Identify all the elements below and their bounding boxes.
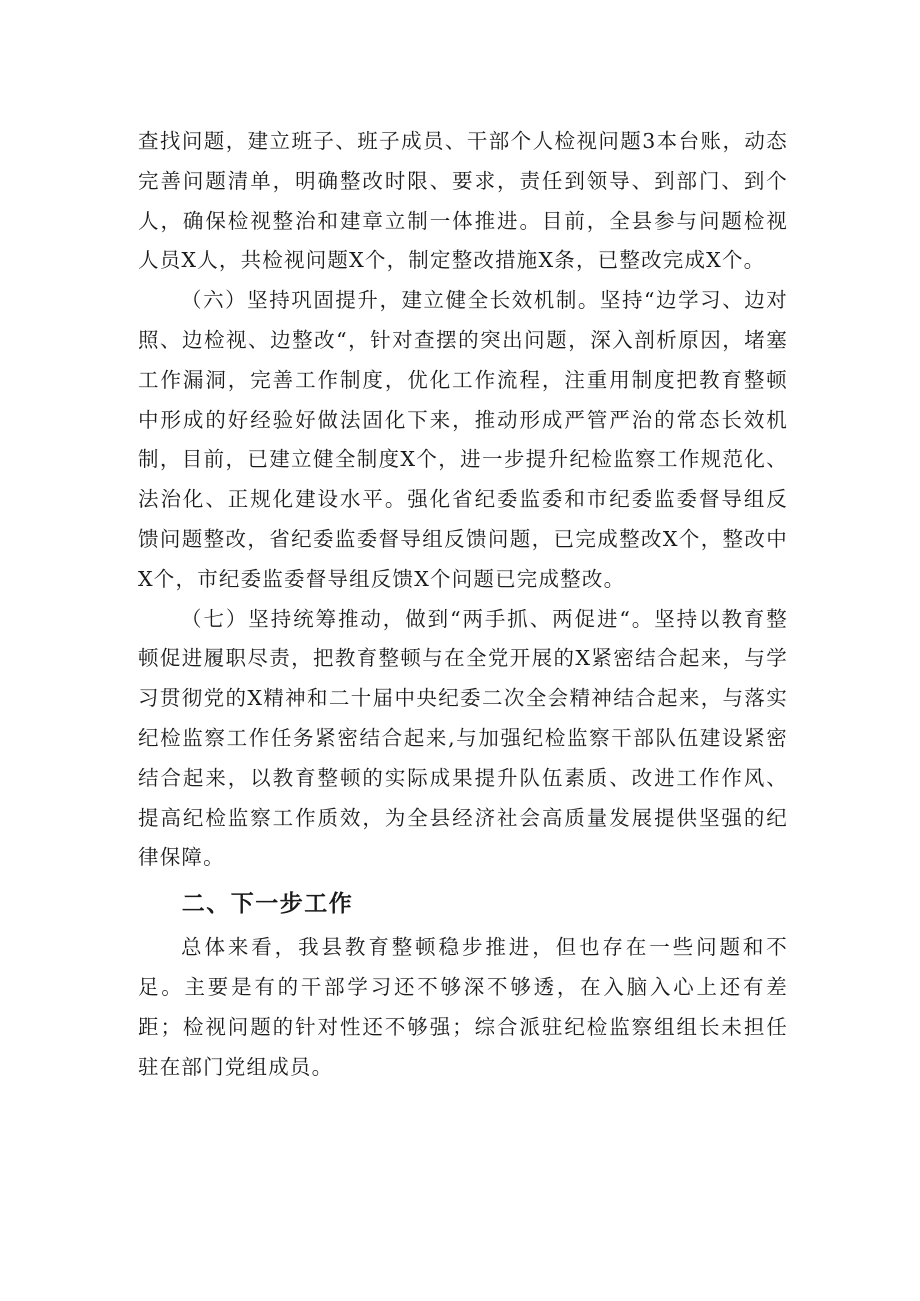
paragraph-section-six: （六）坚持巩固提升，建立健全长效机制。坚持“边学习、边对照、边检视、边整改“，针对查摆的突出问题，深入剖析原因，堵塞工作漏洞，完善工作制度，优化工作流程，注重用制度把教育整顿中形成的好经验好做法固化下来，推动形成严管严治的常态长效机制，目前，已建立健全制度X个，进一步提升纪检监察工作规范化、法治化、正规化建设水平。强化省纪委监委和市纪委监委督导组反馈问题整改，省纪委监委督导组反馈问题，已完成整改X个，整改中X个，市纪委监委督导组反馈X个问题已完成整改。 [138,288,788,591]
section-heading-next-steps: 二、下一步工作 [181,891,354,918]
document-body [138,122,788,1087]
paragraph-continuation: 查找问题，建立班子、班子成员、干部个人检视问题3本台账，动态完善问题清单，明确整改时限、要求，责任到领导、到部门、到个人，确保检视整治和建章立制一体推进。目前，全县参与问题检视人员X人，共检视问题X个，制定整改措施X条，已整改完成X个。 [138,129,788,273]
paragraph-summary: 总体来看，我县教育整顿稳步推进，但也存在一些问题和不足。主要是有的干部学习还不够深不够透，在入脑入心上还有差距；检视问题的针对性还不够强；综合派驻纪检监察组组长未担任驻在部门党组成员。 [138,935,788,1079]
paragraph-section-seven: （七）坚持统筹推动，做到“两手抓、两促进“。坚持以教育整顿促进履职尽责，把教育整顿与在全党开展的X紧密结合起来，与学习贯彻党的X精神和二十届中央纪委二次全会精神结合起来，与落实纪检监察工作任务紧密结合起来,与加强纪检监察干部队伍建设紧密结合起来，以教育整顿的实际成果提升队伍素质、改进工作作风、提高纪检监察工作质效，为全县经济社会高质量发展提供坚强的纪律保障。 [138,606,788,870]
